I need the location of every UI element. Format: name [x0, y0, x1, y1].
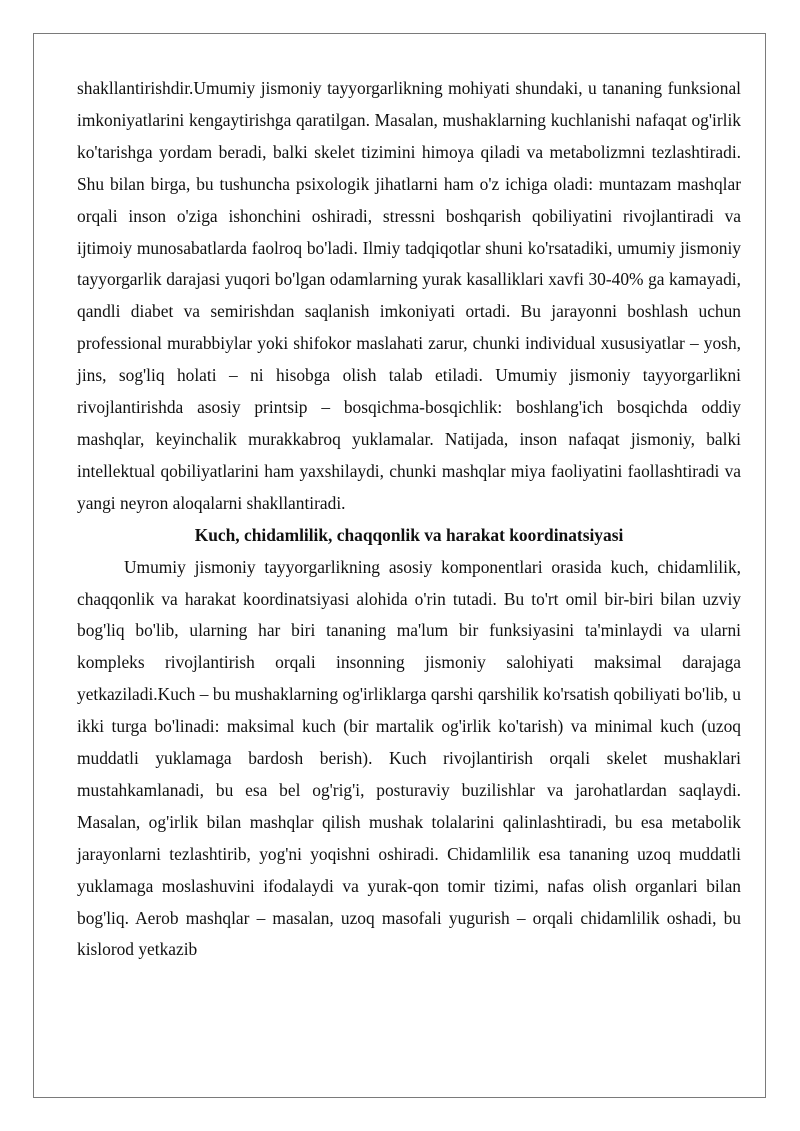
section-heading: Kuch, chidamlilik, chaqqonlik va harakat koordinatsiyasi	[194, 524, 624, 545]
body-paragraph: Umumiy jismoniy tayyorgarlikning asosiy komponentlari orasida kuch, chidamlilik, chaqqonlik va harakat koordinatsiyasi alohida o'rin tutadi. Bu to'rt omil bir-biri bilan uzviy bog'liq bo'lib, ularning har biri tananing ma'lum bir funksiyasini ta'minlaydi va ularni kompleks rivojlantirish orqali insonning jismoniy salohiyati maksimal darajaga yetkaziladi.Kuch – bu mushaklarning og'irliklarga qarshi qarshilik ko'rsatish qobiliyati bo'lib, u ikki turga bo'linadi: maksimal kuch (bir martalik og'irlik ko'tarish) va minimal kuch (uzoq muddatli yuklamaga bardosh berish). Kuch rivojlantirish orqali skelet mushaklari mustahkamlanadi, bu esa bel og'rig'i, posturaviy buzilishlar va jarohatlardan saqlaydi. Masalan, og'irlik bilan mashqlar qilish mushak tolalarini qalinlashtiradi, bu esa metabolik jarayonlarni tezlashtirib, yog'ni yoqishni oshiradi. Chidamlilik esa tananing uzoq muddatli yuklamaga moslashuvini ifodalaydi va yurak-qon tomir tizimi, nafas olish organlari bilan bog'liq. Aerob mashqlar – masalan, uzoq masofali yugurish – orqali chidamlilik oshadi, bu kislorod yetkazib	[77, 556, 741, 960]
document-body	[77, 73, 741, 966]
body-paragraph-continued: shakllantirishdir.Umumiy jismoniy tayyorgarlikning mohiyati shundaki, u tananing funksional imkoniyatlarini kengaytirishga qaratilgan. Masalan, mushaklarning kuchlanishi nafaqat og'irlik ko'tarishga yordam beradi, balki skelet tizimini himoya qiladi va metabolizmni tezlashtiradi. Shu bilan birga, bu tushuncha psixologik jihatlarni ham o'z ichiga oladi: muntazam mashqlar orqali inson o'ziga ishonchini oshiradi, stressni boshqarish qobiliyatini rivojlantiradi va ijtimoiy munosabatlarda faolroq bo'ladi. Ilmiy tadqiqotlar shuni ko'rsatadiki, umumiy jismoniy tayyorgarlik darajasi yuqori bo'lgan odamlarning yurak kasalliklari xavfi 30-40% ga kamayadi, qandli diabet va semirishdan saqlanish imkoniyati ortadi. Bu jarayonni boshlash uchun professional murabbiylar yoki shifokor maslahati zarur, chunki individual xususiyatlar – yosh, jins, sog'liq holati – ni hisobga olish talab etiladi. Umumiy jismoniy tayyorgarlikni rivojlantirishda asosiy printsip – bosqichma-bosqichlik: boshlang'ich bosqichda oddiy mashqlar, keyinchalik murakkabroq yuklamalar. Natijada, inson nafaqat jismoniy, balki intellektual qobiliyatlarini ham yaxshilaydi, chunki mashqlar miya faoliyatini faollashtiradi va yangi neyron aloqalarni shakllantiradi.	[77, 78, 741, 513]
